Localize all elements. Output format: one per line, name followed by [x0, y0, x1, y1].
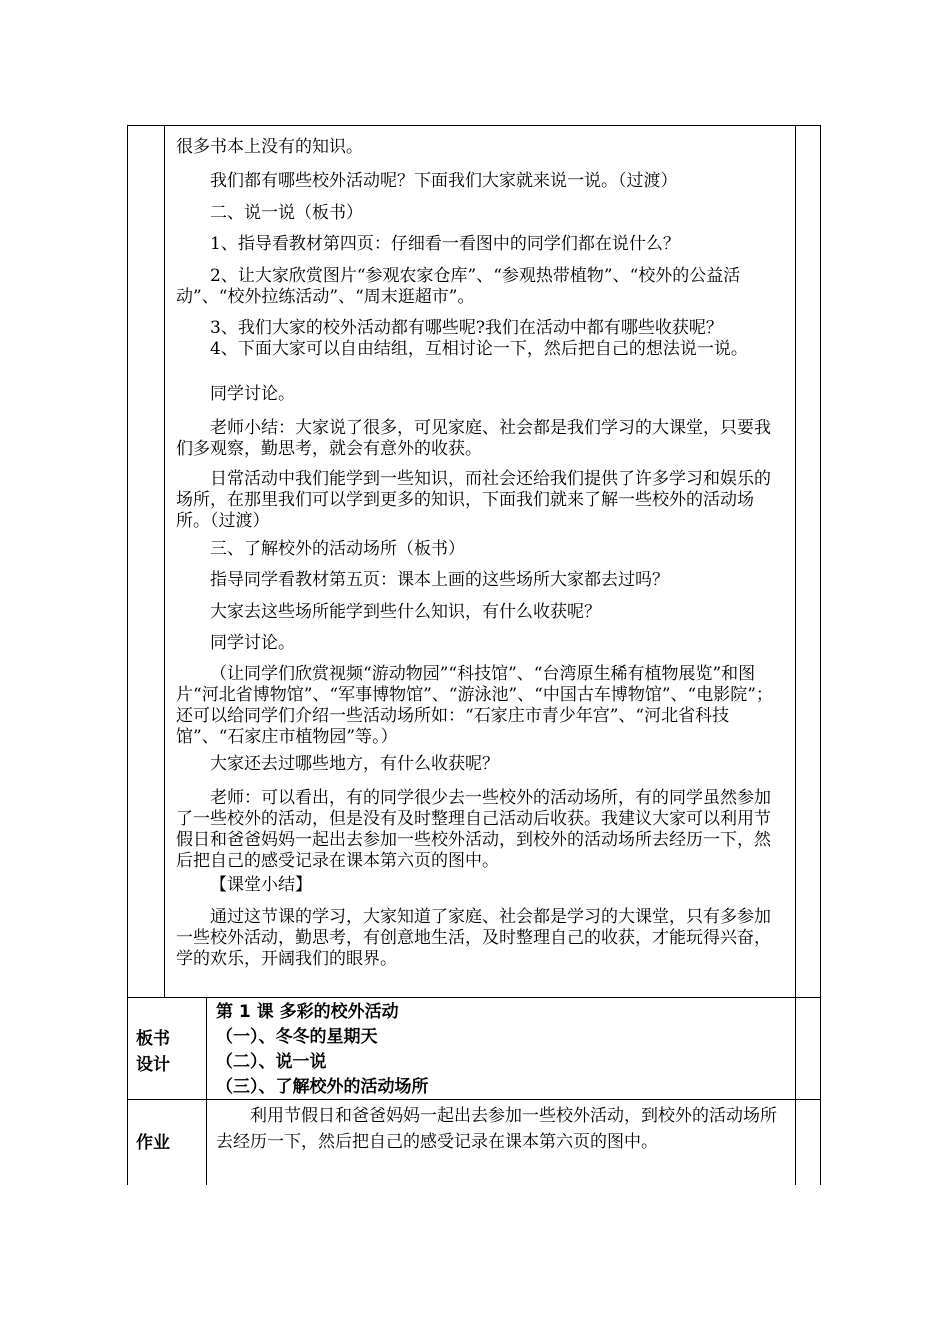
lesson-heading: 【课堂小结】 [210, 875, 312, 895]
row-divider-board [127, 997, 821, 998]
lesson-paragraph: 4、下面大家可以自由结组，互相讨论一下，然后把自己的想法说一说。 [210, 339, 748, 359]
lesson-heading: 二、说一说（板书） [210, 203, 363, 223]
board-design-line: （二）、说一说 [216, 1052, 327, 1072]
lesson-paragraph: 老师：可以看出，有的同学很少去一些校外的活动场所，有的同学虽然参加了一些校外的活动，但是没有及时整理自己活动后收获。我建议大家可以利用节假日和爸爸妈妈一起出去参加一些校外活动，到校外的活动场所去经历一下，然后把自己的感受记录在课本第六页的图中。 [176, 788, 771, 871]
lesson-paragraph: 我们都有哪些校外活动呢？下面我们大家就来说一说。（过渡） [210, 171, 678, 191]
lesson-paragraph: 同学讨论。 [210, 384, 295, 404]
board-design-label [136, 1026, 200, 1078]
content-col-right-divider [795, 125, 796, 1185]
lesson-paragraph: 1、指导看教材第四页：仔细看一看图中的同学们都在说什么？ [210, 234, 680, 254]
board-design-line: （三）、了解校外的活动场所 [216, 1077, 429, 1097]
lesson-paragraph: 日常活动中我们能学到一些知识，而社会还给我们提供了许多学习和娱乐的场所，在那里我们可以学到更多的知识，下面我们就来了解一些校外的活动场所。（过渡） [176, 469, 771, 531]
lesson-paragraph: 指导同学看教材第五页：课本上画的这些场所大家都去过吗？ [210, 570, 669, 590]
table-right-border [820, 125, 821, 1185]
lesson-heading: 三、了解校外的活动场所（板书） [210, 539, 465, 559]
inner-col-divider [164, 125, 165, 997]
lesson-paragraph: 老师小结：大家说了很多，可见家庭、社会都是我们学习的大课堂，只要我们多观察，勤思考，就会有意外的收获。 [176, 418, 771, 459]
lesson-paragraph: 大家去这些场所能学到些什么知识，有什么收获呢？ [210, 602, 601, 622]
board-design-line: （一）、冬冬的星期天 [216, 1027, 378, 1047]
label-col-divider [206, 997, 207, 1185]
lesson-paragraph: （让同学们欣赏视频“游动物园”“科技馆”、“台湾原生稀有植物展览”和图片“河北省博物馆”、“军事博物馆”、“游泳池”、“中国古车博物馆”、“电影院”；还可以给同学们介绍一些活动场所如：“石家庄市青少年宫”、“河北省科技馆”、“石家庄市植物园”等。） [176, 664, 773, 747]
lesson-paragraph: 很多书本上没有的知识。 [176, 137, 363, 157]
lesson-paragraph: 3、我们大家的校外活动都有哪些呢?我们在活动中都有哪些收获呢？ [210, 318, 723, 338]
lesson-paragraph: 通过这节课的学习，大家知道了家庭、社会都是学习的大课堂，只有多参加一些校外活动，勤思考，有创意地生活，及时整理自己的收获，才能玩得兴奋，学的欢乐，开阔我们的眼界。 [176, 907, 771, 969]
homework-text: 利用节假日和爸爸妈妈一起出去参加一些校外活动，到校外的活动场所去经历一下，然后把自己的感受记录在课本第六页的图中。 [216, 1106, 777, 1152]
board-design-label-line2: 设计 [136, 1055, 170, 1075]
lesson-paragraph: 2、让大家欣赏图片“参观农家仓库”、“参观热带植物”、“校外的公益活动”、“校外拉练活动”、“周末逛超市”。 [176, 266, 741, 307]
lesson-paragraph: 大家还去过哪些地方，有什么收获呢？ [210, 754, 499, 774]
lesson-paragraph: 同学讨论。 [210, 633, 295, 653]
board-design-label-line1: 板书 [136, 1029, 170, 1049]
table-left-border [127, 125, 128, 1185]
table-top-border [127, 125, 821, 126]
board-design-content [216, 1000, 786, 1100]
homework-label: 作业 [136, 1133, 170, 1153]
board-design-line: 第 1 课 多彩的校外活动 [216, 1002, 399, 1022]
